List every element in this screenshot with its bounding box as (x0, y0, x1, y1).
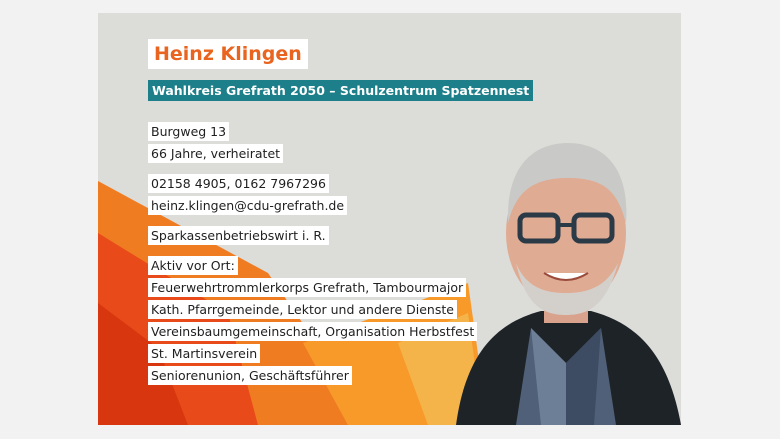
profession-group (148, 225, 477, 247)
candidate-name: Heinz Klingen (148, 39, 308, 69)
profession-text: Sparkassenbetriebswirt i. R. (148, 226, 329, 245)
activity-item: Seniorenunion, Geschäftsführer (148, 366, 352, 385)
contact-group (148, 173, 477, 217)
personal-group (148, 121, 477, 165)
activity-item: Kath. Pfarrgemeinde, Lektor und andere Dienste (148, 300, 457, 319)
activity-item: Vereinsbaumgemeinschaft, Organisation Herbstfest (148, 322, 477, 341)
profile-card (98, 13, 681, 425)
activities-group (148, 255, 477, 387)
address-text: Burgweg 13 (148, 122, 229, 141)
candidate-details (148, 121, 477, 395)
email-text: heinz.klingen@cdu-grefrath.de (148, 196, 347, 215)
age-status-text: 66 Jahre, verheiratet (148, 144, 283, 163)
activity-item: Feuerwehrtrommlerkorps Grefrath, Tambourmajor (148, 278, 466, 297)
constituency-label: Wahlkreis Grefrath 2050 – Schulzentrum Spatzennest (148, 80, 533, 101)
activities-heading: Aktiv vor Ort: (148, 256, 238, 275)
phone-text: 02158 4905, 0162 7967296 (148, 174, 329, 193)
activity-item: St. Martinsverein (148, 344, 260, 363)
portrait-photo (446, 123, 681, 425)
